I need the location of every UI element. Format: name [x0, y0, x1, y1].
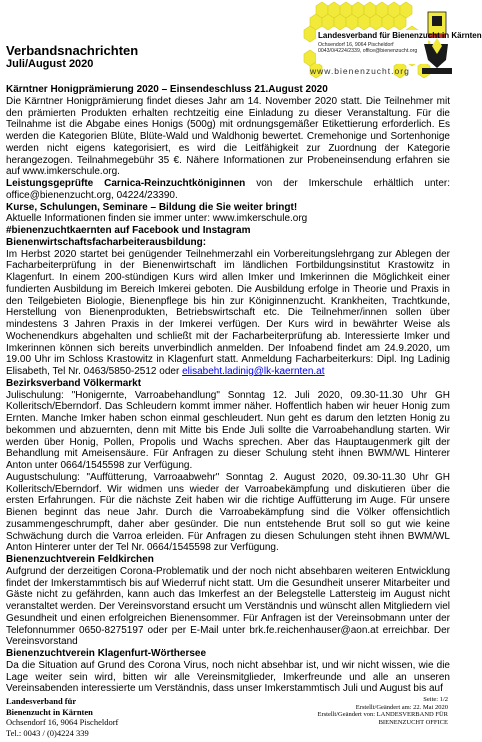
email-link[interactable]: elisabeht.ladinig@lk-kaernten.at — [182, 366, 325, 377]
footer-created-by-org: BIENENZUCHT OFFICE — [378, 718, 448, 726]
section-text-kurse: Aktuelle Informationen finden sie immer unter: www.imkerschule.org — [6, 213, 308, 225]
section-text-honigpraemierung: Die Kärntner Honigprämierung findet dieses Jahr am 14. November 2020 statt. Die Teilnehmer mit den prämierten Produkten erhalten rechtzeitig eine Einladung zu dieser Veranstaltung. Für die Teilnahme ist die Abgabe eines Honigs (500g) mit ordnungsgemäßer Etikettierung erforderlich. Es werden die Kategorien Blüte, Blüte-Wald und Waldhonig bewertet. Cremehonige und Sortenhonige werden nicht eigens kategorisiert, es wird die Leitfähigkeit zur Zuordnung der Kategorie herangezogen. Teilnahmegebühr 35 €. Nähere Informationen zur Probeneinsendung erfahren sie auf www.imkerschule.org. — [6, 95, 450, 178]
footer-meta-block — [317, 696, 448, 726]
section-heading-kurse: Kurse, Schulungen, Seminare – Bildung die Sie weiter bringt! — [6, 201, 298, 213]
section-heading-social-media: #bienenzuchtkaernten auf Facebook und Instagram — [6, 225, 251, 236]
section-heading-klagenfurt: Bienenzuchtverein Klagenfurt-Wörthersee — [6, 648, 207, 659]
footer-phone: Tel.: 0043 / (0)4224 339 — [6, 727, 89, 738]
newsletter-body — [6, 84, 450, 695]
logo-address-line: 0043/0/4224/2339, office@bienenzucht.org — [318, 48, 418, 55]
section-text-facharbeiter: Im Herbst 2020 startet bei genügender Teilnehmerzahl ein Vorbereitungslehrgang zur Ablegen der Facharbeiterprüfung in der Bienenwirtschaft im ländlichen Fortbildungsinstitut Krastowitz in Klagenfurt. In einem 200-stündigen Kurs wird allen Imker und Imkerinnen die Möglichkeit einer fundierten Ausbildung im Bereich Imkerei geboten. Die Ausbildung erfolge in Theorie und Praxis in den Teilgebieten Biologie, Bienenpflege bis hin zur Königinnenzucht. Krankheiten, Trachtkunde, Herstellung von Bienenprodukten, Betriebswirtschaft etc. Die Teilnehmer/innen sollen über mindestens 3 Jahren Praxis in der Imkerei verfügen. Der Kurs wird in bewährter Weise als Wochenendkurs abgehalten und schließt mit der Facharbeiterprüfung ab. Interessierte Imker und Imkerinnen können sich bereits unverbindlich anmelden. Der Infoabend findet am 24.9.2020, um 19.00 Uhr im Schloss Krastowitz in Klagenfurt statt. Anmeldung Facharbeiterkurs: Dipl. Ing Ladinig Elisabeth, Tel Nr. 0463/5850-2512 oder — [6, 248, 450, 377]
page-number: Seite: 1/2 — [423, 696, 448, 703]
logo-address — [318, 42, 417, 55]
footer-created-date: Erstellt/Geändert am: 22. Mai 2020 — [355, 703, 448, 711]
footer-created-by: Erstellt/Geändert von: LANDESVERBAND FÜR — [317, 711, 448, 719]
section-text-augustschulung: Augustschulung: "Auffütterung, Varroaabwehr" Sonntag 2. August 2020, 09.30-11.30 Uhr GH Kolleritsch/Eberndorf. Wir widmen uns wieder der Varroabekämpfung und diskutieren über die ersten Erfahrungen. Für die nächste Zeit haben wir die richtige Auffütterung im Auge. Für unsere Bienen beginnt das neue Jahr. Durch die Varroabekämpfung sind die Völker offensichtlich zusammengeschrumpft, daher aber gesünder. Die nun entstehende Brut soll so gut wie keine Schwächung durch die Varroa erleiden. Für Anfragen zu diesen Schulungen steht ihnen BWM/WL Anton Hinterer unter der Tel Nr. 0664/1545598 zur Verfügung. — [6, 471, 450, 554]
footer-address: Ochsendorf 16, 9064 Pischeldorf — [6, 717, 119, 727]
section-text-koeniginnen: von der Imkerschule erhältlich unter: office@bienenzucht.org, 04224/23390. — [6, 178, 450, 201]
page-subtitle: Juli/August 2020 — [6, 58, 94, 70]
section-text-feldkirchen: Aufgrund der derzeitigen Corona-Problematik und der noch nicht absehbaren weiteren Entwicklung findet der Imkerstammtisch bis auf Wiederruf nicht statt. Um die Gesundheit unserer Mitarbeiter und Gäste nicht zu gefährden, kann auch das Imkerfest an der Belegstelle Lattersteig im August nicht veranstaltet werden. Der Vereinsvorstand ersucht um Verständnis und wünscht allen Mitgliedern viel Gesundheit und einen erfolgreichen Bienensommer. Für Anfragen ist der Vereinsobmann unter der Telefonnummer 0650-8275197 oder per E-Mail unter brk.fe.reichenhauser@aon.at erreichbar. Der Vereinsvorstand — [6, 565, 450, 648]
logo-address-line: Ochsendorf 16, 9064 Pischeldorf — [318, 42, 394, 48]
logo-org-name: Landesverband für Bienenzucht in Kärnten — [318, 31, 482, 40]
section-koeniginnen — [6, 178, 450, 202]
section-text-julischulung: Julischulung: "Honigernte, Varroabehandlung" Sonntag 12. Juli 2020, 09.30-11.30 Uhr GH Kolleritsch/Eberndorf. Das Schleudern kommt immer näher. Hoffentlich haben wir heuer Honig zum Ernten. Manche Imker haben schon einmal geschleudert. Nun geht es darum den letzten Honig zu bekommen und abzuernten, denn mit Mitte bis Ende Juli sollte die Varroabehandlung starten. Wir werden über Honig, Pollen, Propolis und Wachs sprechen. Aber das Hauptaugenmerk gilt der Behandlung mit Ameisensäure. Für Anfragen zu dieser Schulung steht ihnen BWM/WL Hinterer Anton unter 0664/1545598 zur Verfügung. — [6, 389, 450, 471]
section-heading-feldkirchen: Bienenzuchtverein Feldkirchen — [6, 554, 154, 565]
page-footer — [0, 696, 456, 742]
footer-org-line: Bienenzucht in Kärnten — [6, 706, 93, 717]
title-block — [6, 43, 138, 71]
section-facharbeiter — [6, 249, 450, 378]
section-heading-koeniginnen: Leistungsgeprüfte Carnica-Reinzuchtköniginnen — [6, 178, 246, 189]
logo-url: www.bienenzucht.org — [310, 66, 410, 76]
footer-address-block — [6, 696, 118, 738]
association-logo — [296, 4, 482, 82]
section-text-klagenfurt: Da die Situation auf Grund des Corona Virus, noch nicht absehbar ist, und wir nicht wissen, wie die Lage weiter sein wird, bitten wir alle Vereinsmitglieder, Imkerfreunde und alle an unseren Vereinsabenden interessierte um Verständnis, dass unser Imkerstammtisch Juli und August bis auf — [6, 659, 450, 695]
footer-org-line: Landesverband für — [6, 696, 77, 706]
page-header — [0, 0, 482, 82]
section-heading-facharbeiter: Bienenwirtschaftsfacharbeiterausbildung: — [6, 236, 207, 248]
section-heading-honigpraemierung: Kärntner Honigprämierung 2020 – Einsendeschluss 21.August 2020 — [6, 84, 328, 95]
section-heading-voelkermarkt: Bezirksverband Völkermarkt — [6, 377, 142, 389]
page-title: Verbandsnachrichten — [6, 43, 139, 58]
